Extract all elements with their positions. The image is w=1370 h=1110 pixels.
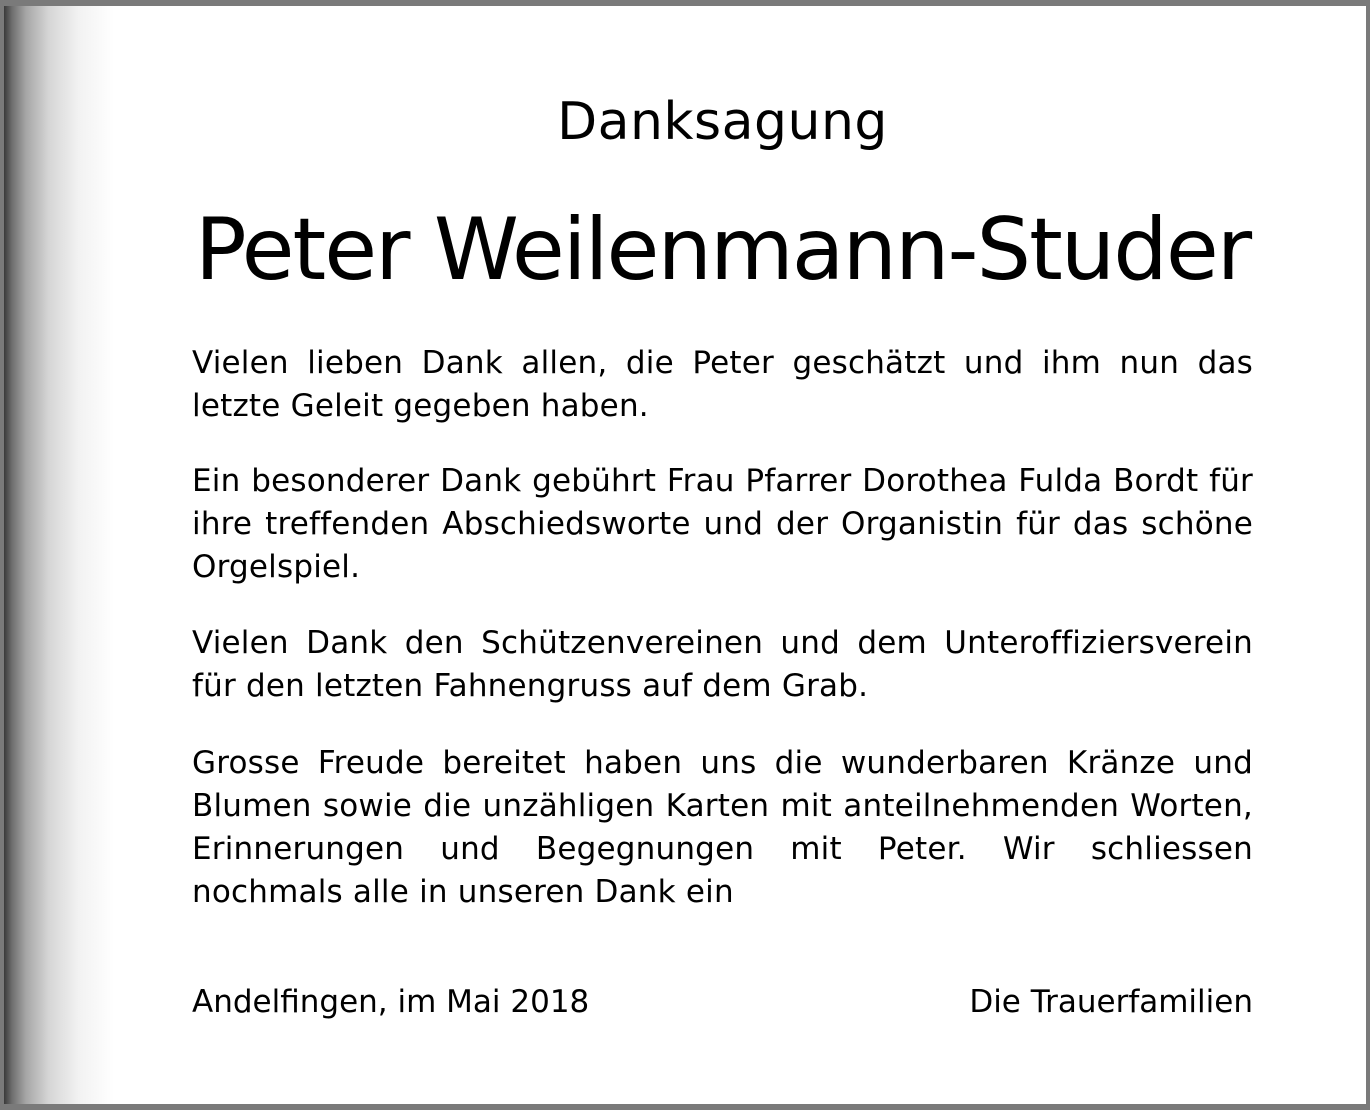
document-page (4, 6, 1366, 1104)
notice-footer (192, 981, 1253, 1024)
thanks-paragraph-2: Ein besonderer Dank gebührt Frau Pfarrer Dorothea Fulda Bordt für ihre treffenden Abschiedsworte und der Organistin für das schöne Orgelspiel. (192, 463, 1253, 585)
signature: Die Trauerfamilien (969, 984, 1253, 1020)
place-date: Andelfingen, im Mai 2018 (192, 984, 590, 1020)
thanks-paragraph-4: Grosse Freude bereitet haben uns die wunderbaren Kränze und Blumen sowie die unzähligen Karten mit anteilnehmenden Worten, Erinnerungen und Begegnungen mit Peter. Wir schliessen nochmals alle in unseren Dank ein (192, 745, 1253, 910)
thanks-paragraph-1: Vielen lieben Dank allen, die Peter geschätzt und ihm nun das letzte Geleit gegeben haben. (192, 345, 1253, 424)
thanks-paragraph-3: Vielen Dank den Schützenvereinen und dem Unteroffiziersverein für den letzten Fahnengruss auf dem Grab. (192, 625, 1253, 704)
deceased-name: Peter Weilenmann-Studer (194, 200, 1251, 300)
page-fold-shadow (4, 6, 114, 1104)
notice-heading: Danksagung (557, 92, 888, 152)
